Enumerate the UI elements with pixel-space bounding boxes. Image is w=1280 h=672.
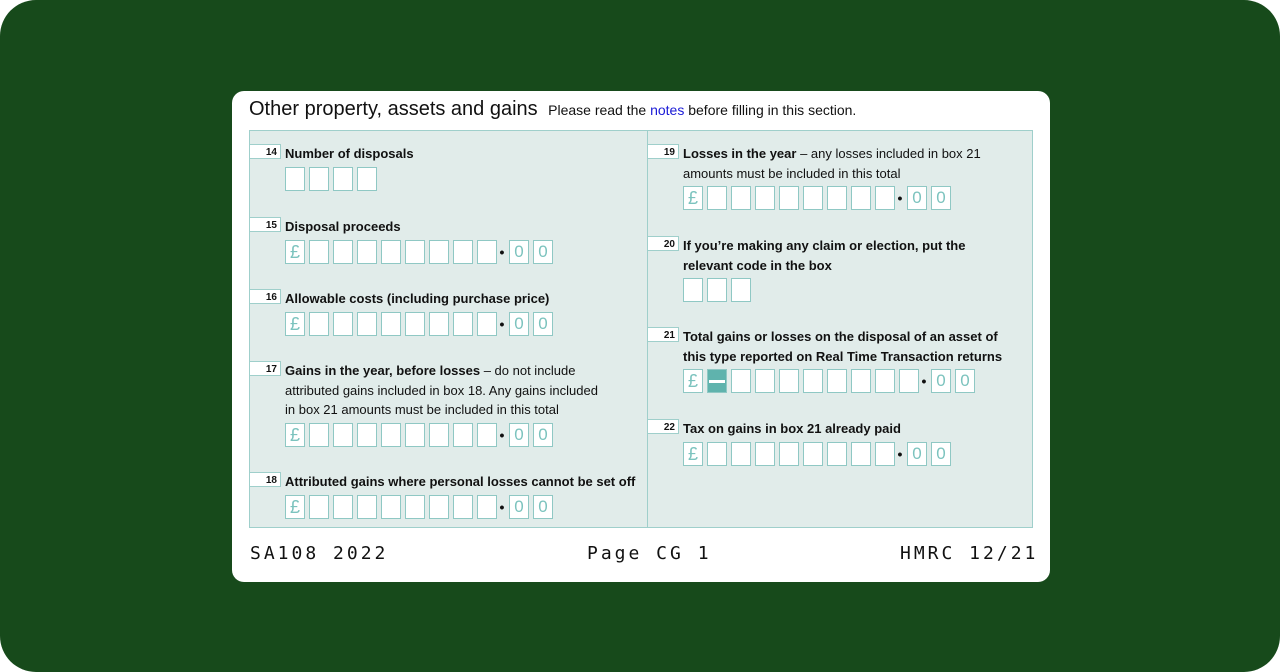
- revision-date: HMRC 12/21: [900, 543, 1039, 564]
- decimal-point: •: [897, 190, 903, 206]
- digit-box[interactable]: [731, 369, 751, 393]
- pence-box[interactable]: 0: [955, 369, 975, 393]
- question-label: Total gains or losses on the disposal of an asset of this type reported on Real Time Transaction returns: [683, 329, 1003, 364]
- pence-box[interactable]: 0: [533, 312, 553, 336]
- digit-box[interactable]: [309, 423, 329, 447]
- digit-box[interactable]: [357, 312, 377, 336]
- question-label: Disposal proceeds: [285, 219, 401, 234]
- question-label: Number of disposals: [285, 146, 414, 161]
- box-number: 15: [250, 217, 281, 232]
- claim-code-input[interactable]: [683, 278, 755, 302]
- digit-box[interactable]: [803, 369, 823, 393]
- digit-box[interactable]: [851, 442, 871, 466]
- disposal-proceeds-input[interactable]: [285, 240, 557, 264]
- pence-box[interactable]: 0: [509, 495, 529, 519]
- digit-box[interactable]: [851, 186, 871, 210]
- digit-box[interactable]: [357, 167, 377, 191]
- pence-box[interactable]: 0: [931, 442, 951, 466]
- box-number: 19: [648, 144, 679, 159]
- digit-box[interactable]: [477, 240, 497, 264]
- digit-box[interactable]: [333, 495, 353, 519]
- digit-box[interactable]: [779, 442, 799, 466]
- digit-box[interactable]: [333, 312, 353, 336]
- losses-in-year-input[interactable]: [683, 186, 955, 210]
- digit-box[interactable]: [827, 186, 847, 210]
- digit-box[interactable]: [381, 312, 401, 336]
- pound-sign-box[interactable]: £: [285, 312, 305, 336]
- pound-sign-box[interactable]: £: [683, 442, 703, 466]
- digit-box[interactable]: [755, 186, 775, 210]
- digit-box[interactable]: [707, 278, 727, 302]
- pence-box[interactable]: 0: [509, 312, 529, 336]
- digit-box[interactable]: [731, 186, 751, 210]
- decimal-point: •: [921, 373, 927, 389]
- pence-box[interactable]: 0: [907, 442, 927, 466]
- pence-box[interactable]: 0: [509, 240, 529, 264]
- question-label: Allowable costs (including purchase price): [285, 291, 550, 306]
- digit-box[interactable]: [731, 442, 751, 466]
- question-label: Tax on gains in box 21 already paid: [683, 421, 901, 436]
- question-label: Attributed gains where personal losses cannot be set off: [285, 474, 636, 489]
- digit-box[interactable]: [707, 186, 727, 210]
- digit-box[interactable]: [731, 278, 751, 302]
- digit-box[interactable]: [357, 423, 377, 447]
- rtt-gains-losses-input[interactable]: [683, 369, 979, 393]
- digit-box[interactable]: [803, 442, 823, 466]
- digit-box[interactable]: [875, 186, 895, 210]
- digit-box[interactable]: [477, 495, 497, 519]
- pence-box[interactable]: 0: [533, 423, 553, 447]
- box-number: 14: [250, 144, 281, 159]
- disposals-count-input[interactable]: [285, 167, 381, 191]
- digit-box[interactable]: [827, 369, 847, 393]
- box-number: 21: [648, 327, 679, 342]
- digit-box[interactable]: [803, 186, 823, 210]
- digit-box[interactable]: [429, 423, 449, 447]
- form-reference: SA108 2022: [250, 543, 389, 564]
- digit-box[interactable]: [357, 240, 377, 264]
- digit-box[interactable]: [875, 369, 895, 393]
- digit-box[interactable]: [453, 423, 473, 447]
- page-number: Page CG 1: [587, 543, 712, 564]
- question-label: Gains in the year, before losses – do not include attributed gains included in box 18. Any gains included in box 21 amounts must be included in this total: [285, 363, 598, 417]
- digit-box[interactable]: [875, 442, 895, 466]
- digit-box[interactable]: [429, 495, 449, 519]
- digit-box[interactable]: [707, 442, 727, 466]
- digit-box[interactable]: [779, 186, 799, 210]
- question-label: Losses in the year – any losses included in box 21 amounts must be included in this total: [683, 146, 981, 181]
- digit-box[interactable]: [333, 240, 353, 264]
- pound-sign-box[interactable]: £: [285, 423, 305, 447]
- digit-box[interactable]: [429, 312, 449, 336]
- decimal-point: •: [499, 427, 505, 443]
- digit-box[interactable]: [851, 369, 871, 393]
- digit-box[interactable]: [827, 442, 847, 466]
- digit-box[interactable]: [405, 240, 425, 264]
- pound-sign-box[interactable]: £: [683, 186, 703, 210]
- gains-before-losses-input[interactable]: [285, 423, 557, 447]
- digit-box[interactable]: [333, 423, 353, 447]
- digit-box[interactable]: [453, 240, 473, 264]
- negative-sign-box[interactable]: [707, 369, 727, 393]
- digit-box[interactable]: [333, 167, 353, 191]
- digit-box[interactable]: [453, 312, 473, 336]
- decimal-point: •: [499, 316, 505, 332]
- digit-box[interactable]: [899, 369, 919, 393]
- digit-box[interactable]: [755, 442, 775, 466]
- digit-box[interactable]: [309, 495, 329, 519]
- form-page: [232, 91, 1050, 582]
- decimal-point: •: [897, 446, 903, 462]
- box-number: 22: [648, 419, 679, 434]
- question-label: If you’re making any claim or election, put the relevant code in the box: [683, 238, 966, 273]
- decimal-point: •: [499, 244, 505, 260]
- digit-box[interactable]: [381, 240, 401, 264]
- digit-box[interactable]: [453, 495, 473, 519]
- digit-box[interactable]: [309, 240, 329, 264]
- pound-sign-box[interactable]: £: [285, 495, 305, 519]
- pence-box[interactable]: 0: [907, 186, 927, 210]
- digit-box[interactable]: [683, 278, 703, 302]
- attributed-gains-input[interactable]: [285, 495, 557, 519]
- digit-box[interactable]: [477, 312, 497, 336]
- pence-box[interactable]: 0: [533, 240, 553, 264]
- box-number: 18: [250, 472, 281, 487]
- allowable-costs-input[interactable]: [285, 312, 557, 336]
- digit-box[interactable]: [405, 312, 425, 336]
- decimal-point: •: [499, 499, 505, 515]
- box-number: 20: [648, 236, 679, 251]
- pence-box[interactable]: 0: [509, 423, 529, 447]
- section-header: [249, 98, 856, 121]
- box-number: 17: [250, 361, 281, 376]
- digit-box[interactable]: [477, 423, 497, 447]
- pence-box[interactable]: 0: [533, 495, 553, 519]
- pence-box[interactable]: 0: [931, 369, 951, 393]
- section-title: Other property, assets and gains: [249, 98, 538, 120]
- box-number: 16: [250, 289, 281, 304]
- digit-box[interactable]: [405, 495, 425, 519]
- digit-box[interactable]: [405, 423, 425, 447]
- pound-sign-box[interactable]: £: [683, 369, 703, 393]
- digit-box[interactable]: [285, 167, 305, 191]
- notes-link[interactable]: notes: [650, 102, 685, 118]
- digit-box[interactable]: [381, 495, 401, 519]
- digit-box[interactable]: [357, 495, 377, 519]
- digit-box[interactable]: [429, 240, 449, 264]
- digit-box[interactable]: [779, 369, 799, 393]
- pence-box[interactable]: 0: [931, 186, 951, 210]
- tax-already-paid-input[interactable]: [683, 442, 955, 466]
- digit-box[interactable]: [309, 312, 329, 336]
- digit-box[interactable]: [381, 423, 401, 447]
- digit-box[interactable]: [309, 167, 329, 191]
- digit-box[interactable]: [755, 369, 775, 393]
- section-instructions: Please read the notes before filling in this section.: [548, 102, 857, 118]
- pound-sign-box[interactable]: £: [285, 240, 305, 264]
- form-panel: [249, 130, 1033, 528]
